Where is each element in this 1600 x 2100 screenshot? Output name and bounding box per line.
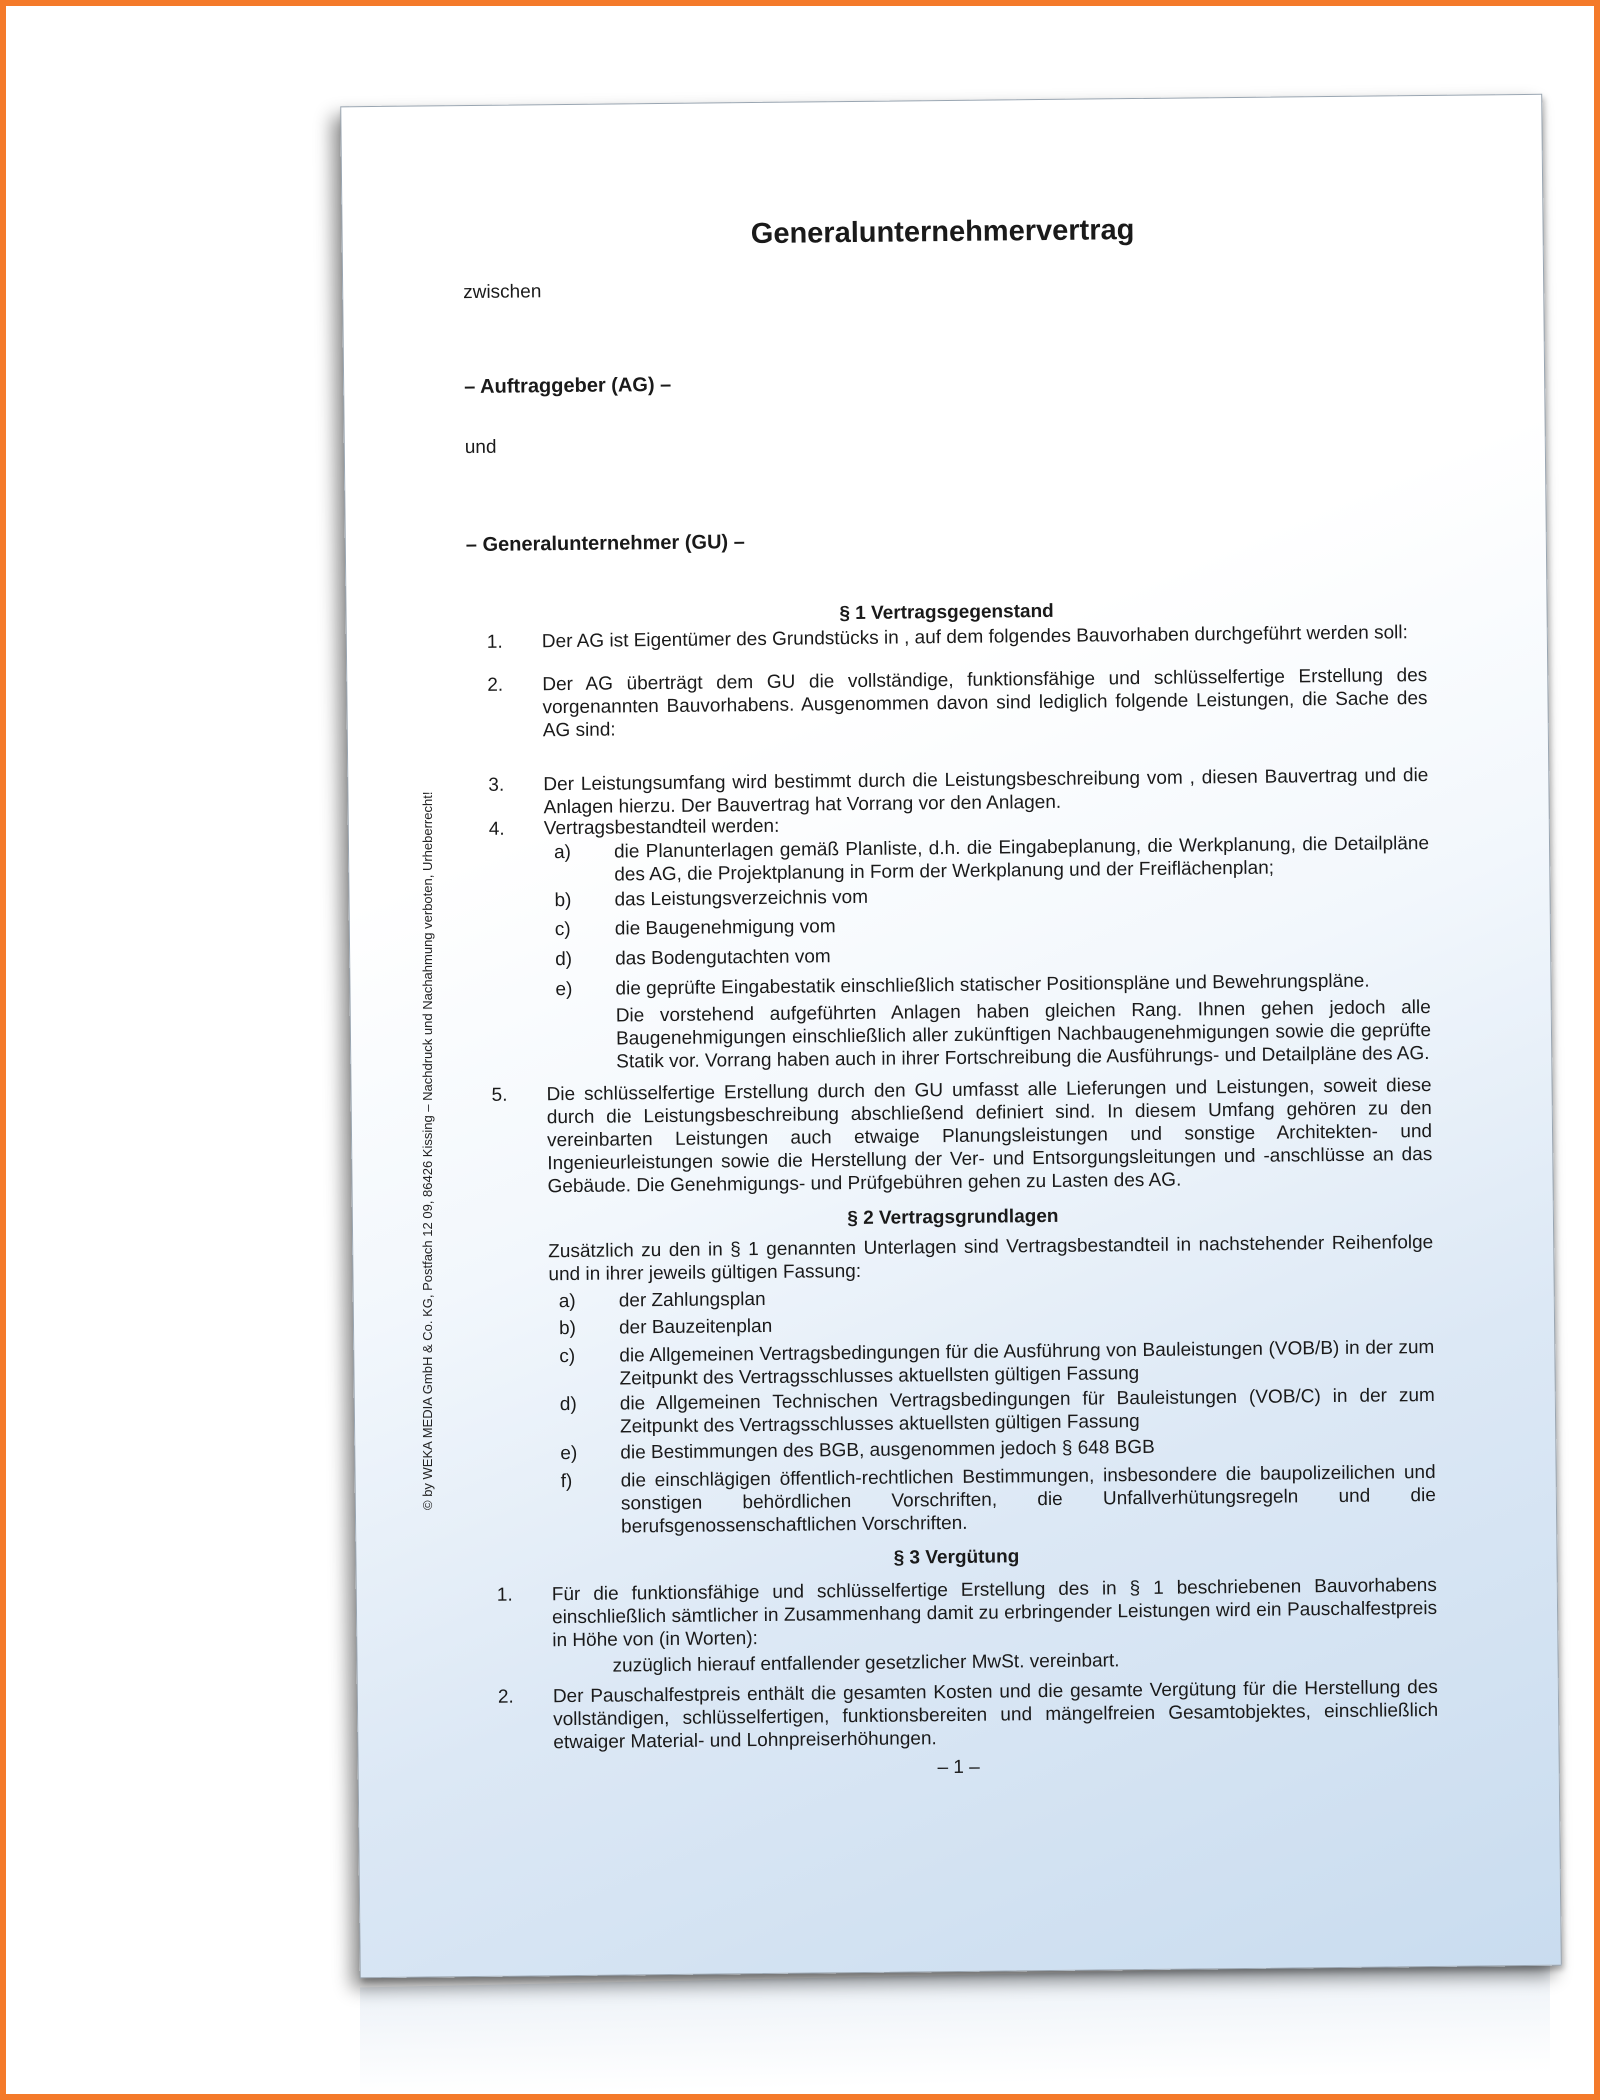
s1-sub-d-text: das Bodengutachten vom — [615, 946, 831, 970]
s1-item-4-text: Vertragsbestandteil werden: — [543, 815, 780, 840]
s2-sub-e — [560, 1433, 1435, 1465]
s2-sub-a — [559, 1281, 1434, 1313]
s1-item-2 — [487, 664, 1428, 743]
s3-item-2-text: Der Pauschalfestpreis enthält die gesamten Kosten und die gesamte Vergütung für die Herstellung des vollständigen, schlüsselfertigen, funktionsbereiten und mängelfreien Gesamtobjektes, einschließlich etwaiger Material- und Lohnpreiserhöhungen. — [552, 1676, 1439, 1754]
s2-sub-e-text: die Bestimmungen des BGB, ausgenommen jedoch § 648 BGB — [620, 1436, 1155, 1464]
s1-item-2-number: 2. — [487, 674, 504, 696]
between-label: zwischen — [463, 281, 542, 304]
client-party: – Auftraggeber (AG) – — [464, 373, 672, 399]
s1-item-1-number: 1. — [486, 631, 503, 653]
s1-item-3-text: Der Leistungsumfang wird bestimmt durch die Leistungsbeschreibung vom , diesen Bauvertrag und die Anlagen hierzu. Der Bauvertrag hat Vorrang vor den Anlagen. — [543, 764, 1429, 819]
s1-item-1-text: Der AG ist Eigentümer des Grundstücks in , auf dem folgendes Bauvorhaben durchgeführt werden soll: — [541, 622, 1408, 653]
s1-sub-a — [554, 832, 1429, 887]
s2-sub-c — [559, 1336, 1434, 1391]
copyright-notice: © by WEKA MEDIA GmbH & Co. KG, Postfach 12 09, 86426 Kissing – Nachdruck und Nachahmung verboten, Urheberrecht! — [420, 791, 435, 1510]
s1-sub-e-text: die geprüfte Eingabestatik einschließlich statischer Positionspläne und Bewehrungspläne. — [615, 970, 1370, 1000]
s2-sub-a-letter: a) — [558, 1290, 576, 1313]
s2-sub-f-letter: f) — [560, 1470, 573, 1493]
s1-item-3-number: 3. — [488, 774, 505, 796]
section-3-heading: § 3 Vergütung — [893, 1546, 1020, 1569]
s2-sub-d-letter: d) — [559, 1393, 577, 1416]
page-number: – 1 – — [937, 1756, 980, 1779]
and-label: und — [464, 436, 497, 459]
document-title: Generalunternehmervertrag — [750, 214, 1135, 251]
s1-sub-b-text: das Leistungsverzeichnis vom — [614, 886, 869, 911]
section-1-heading: § 1 Vertragsgegenstand — [839, 600, 1054, 625]
s2-sub-e-letter: e) — [560, 1442, 578, 1465]
s3-item-2-number: 2. — [497, 1686, 514, 1708]
s2-sub-c-letter: c) — [559, 1345, 576, 1368]
s1-sub-d-letter: d) — [555, 948, 573, 971]
s1-sub-d — [555, 939, 1430, 971]
s1-sub-c — [555, 909, 1430, 941]
s2-sub-f-text: die einschlägigen öffentlich-rechtlichen Bestimmungen, insbesondere die baupolizeilichen und sonstigen behördlichen Vorschriften, die Unfallverhütungsregeln und die berufsgenossenschaftlichen Vorschriften. — [620, 1461, 1436, 1538]
s1-sub-c-text: die Baugenehmigung vom — [614, 916, 836, 940]
s2-sub-c-text: die Allgemeinen Vertragsbedingungen für die Ausführung von Bauleistungen (VOB/B) in der zum Zeitpunkt des Vertragsschlusses aktuellsten gültigen Fassung — [619, 1336, 1435, 1390]
s2-sub-a-text: der Zahlungsplan — [618, 1288, 766, 1312]
s2-sub-d-text: die Allgemeinen Technischen Vertragsbedingungen für Bauleistungen (VOB/C) in der zum Zeitpunkt des Vertragsschlusses aktuellsten gültigen Fassung — [619, 1384, 1435, 1438]
s3-item-1 — [497, 1574, 1438, 1653]
s1-item-5 — [491, 1074, 1432, 1199]
s3-item-1-number: 1. — [496, 1584, 513, 1606]
s1-item-5-text: Die schlüsselfertige Erstellung durch den GU umfasst alle Lieferungen und Leistungen, soweit diese durch die Leistungsbeschreibung abschließend definiert sind. In diesem Umfang gehören zu den vereinbarten Leistungen auch etwaige Planungsleistungen und sonstige Architekten- und Ingenieurleistungen sowie die Herstellung der Ver- und Entsorgungsleitungen und -anschlüsse an das Gebäude. Die Genehmigungs- und Prüfgebühren gehen zu Lasten des AG. — [546, 1074, 1433, 1198]
document-page — [340, 94, 1562, 1978]
s2-sub-b — [559, 1308, 1434, 1340]
s2-sub-f — [561, 1461, 1437, 1539]
s2-sub-d — [560, 1384, 1435, 1439]
s3-item-2 — [498, 1676, 1439, 1755]
section-2-heading: § 2 Vertragsgrundlagen — [847, 1205, 1059, 1230]
s2-sub-b-letter: b) — [558, 1317, 577, 1340]
s1-item-4-number: 4. — [488, 818, 505, 840]
s1-rank-note — [556, 996, 1432, 1074]
s1-item-2-text: Der AG überträgt dem GU die vollständige, funktionsfähige und schlüsselfertige Erstellung des vorgenannten Bauvorhabens. Ausgenommen davon sind lediglich folgende Leistungen, die Sache des AG sind: — [542, 664, 1428, 742]
s1-rank-note-text: Die vorstehend aufgeführten Anlagen haben gleichen Rang. Ihnen gehen jedoch alle Baugenehmigungen einschließlich aller zukünftigen Nachbaugenehmigungen sowie die geprüfte Statik vor. Vorrang haben auch in ihrer Fortschreibung die Ausführungs- und Detailpläne des AG. — [615, 996, 1432, 1073]
contractor-party: – Generalunternehmer (GU) – — [465, 531, 745, 557]
s1-sub-e — [555, 969, 1430, 1001]
s1-sub-a-text: die Planunterlagen gemäß Planliste, d.h. die Eingabeplanung, die Werkplanung, die Detailpläne des AG, die Projektplanung in Form der Werkplanung und der Freiflächenplan; — [613, 832, 1430, 886]
s3-vat-note: zuzüglich hierauf entfallender gesetzlicher MwSt. vereinbart. — [612, 1650, 1120, 1677]
s3-item-1-text: Für die funktionsfähige und schlüsselfertige Erstellung des in § 1 beschriebenen Bauvorhabens einschließlich sämtlicher in Zusammenhang damit zu erbringender Leistungen wird ein Pauschalfestpreis in Höhe von (in Worten): — [551, 1574, 1438, 1652]
s2-sub-b-text: der Bauzeitenplan — [618, 1315, 773, 1339]
s1-item-5-number: 5. — [491, 1084, 508, 1106]
s2-intro: Zusätzlich zu den in § 1 genannten Unterlagen sind Vertragsbestandteil in nachstehender Reihenfolge und in ihrer jeweils gültigen Fassung: — [548, 1231, 1434, 1286]
s1-sub-e-letter: e) — [555, 978, 573, 1001]
s1-sub-a-letter: a) — [553, 841, 572, 864]
s1-sub-b-letter: b) — [554, 889, 572, 912]
s1-sub-c-letter: c) — [554, 918, 571, 941]
